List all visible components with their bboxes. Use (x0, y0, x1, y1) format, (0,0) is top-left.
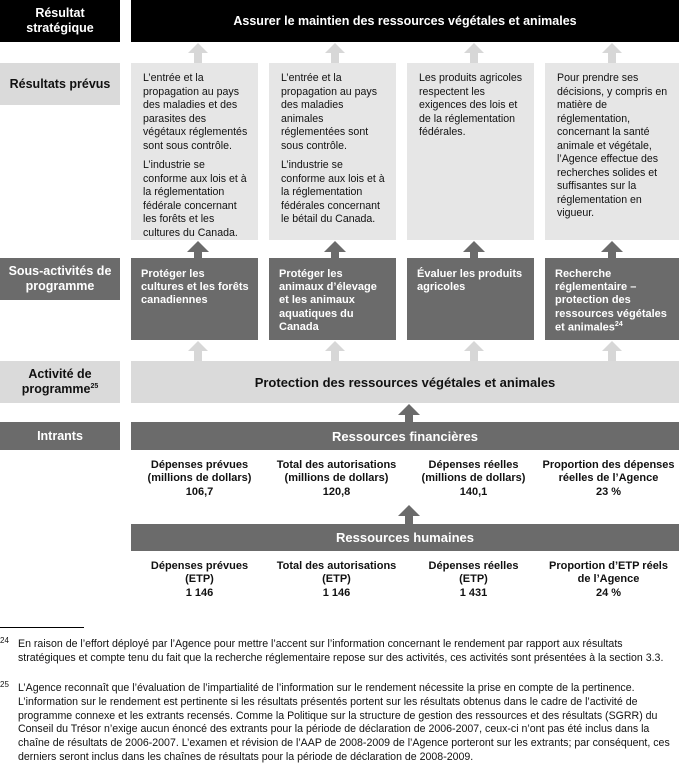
expected-result-3 (407, 63, 534, 240)
financial-stat-authorities (268, 459, 405, 499)
financial-stat-actual (405, 459, 542, 499)
stat-label: (ETP) (459, 573, 488, 586)
stat-label: (millions de dollars) (284, 472, 389, 485)
stat-label: Dépenses réelles (428, 459, 519, 471)
footnote-text: En raison de l’effort déployé par l’Agence pour mettre l’accent sur l’information concernant le rendement par rapport aux résultats stratégiques et compte tenu du fait que la recherche réglementaire repose sur des activités, ces activités sont présentées à la section 3.3. (18, 638, 664, 664)
arrow-up-icon (188, 43, 208, 53)
arrow-up-icon (602, 341, 622, 351)
stat-value: 106,7 (185, 485, 214, 498)
arrow-stem (405, 414, 413, 422)
label-strategic-outcome: Résultat stratégique (0, 0, 120, 42)
stat-label: Proportion d’ETP réels (549, 560, 668, 572)
expected-result-text: L’entrée et la propagation au pays des maladies et des parasites des végétaux réglementés sont sous contrôle. (143, 72, 248, 152)
stat-label: (ETP) (185, 573, 214, 586)
arrow-stem (331, 251, 339, 258)
expected-result-text: L’industrie se conforme aux lois et à la réglementation fédérale concernant les forêts et les cultures du Canada. (143, 159, 247, 240)
arrow-up-icon (464, 43, 484, 53)
expected-result-1 (131, 63, 258, 240)
stat-value: 1 431 (459, 586, 488, 599)
footnote-25 (0, 682, 679, 779)
financial-stat-proportion (538, 459, 679, 499)
subactivity-2 (269, 258, 396, 340)
expected-result-4 (545, 63, 679, 240)
arrow-up-icon (188, 341, 208, 351)
arrow-stem (194, 251, 202, 258)
arrow-stem (608, 251, 616, 258)
stat-value: 1 146 (185, 586, 214, 599)
arrow-stem (608, 351, 616, 361)
expected-result-text: L’industrie se conforme aux lois et à la réglementation fédérales concernant le bétail du Canada. (281, 159, 385, 226)
stat-value: 120,8 (322, 485, 351, 498)
footnote-number: 24 (0, 636, 9, 645)
subactivity-label: Évaluer les produits agricoles (417, 268, 523, 294)
subactivity-3 (407, 258, 534, 340)
stat-value: 140,1 (459, 485, 488, 498)
expected-result-text: Les produits agricoles respectent les exigences des lois et de la réglementation fédérales. (419, 72, 523, 139)
footnote-divider (0, 627, 84, 628)
footnote-number: 25 (0, 680, 9, 689)
stat-label: (ETP) (322, 573, 351, 586)
stat-value: 1 146 (322, 586, 351, 599)
arrow-up-icon (601, 241, 623, 252)
human-stat-planned (131, 560, 268, 600)
stat-value: 23 % (595, 485, 622, 498)
stat-label: Dépenses prévues (150, 560, 249, 572)
stat-label: Dépenses réelles (428, 560, 519, 572)
arrow-up-icon (464, 341, 484, 351)
stat-label: de l’Agence (577, 573, 640, 586)
strategic-outcome-box: Assurer le maintien des ressources végétales et animales (131, 0, 679, 42)
subactivity-4 (545, 258, 679, 340)
arrow-stem (470, 251, 478, 258)
label-subactivities: Sous-activités de programme (0, 258, 120, 300)
expected-result-text: L’entrée et la propagation au pays des maladies animales réglementées sont sous contrôle. (281, 72, 378, 152)
arrow-up-icon (325, 43, 345, 53)
stat-label: (millions de dollars) (421, 472, 526, 485)
arrow-up-icon (325, 341, 345, 351)
stat-label: Total des autorisations (276, 459, 397, 471)
arrow-up-icon (187, 241, 209, 252)
human-stat-actual (405, 560, 542, 600)
arrow-stem (470, 351, 478, 361)
stat-label: (millions de dollars) (147, 472, 252, 485)
stat-label: Dépenses prévues (150, 459, 249, 471)
footnote-ref-25: 25 (90, 382, 99, 390)
expected-result-2 (269, 63, 396, 240)
subactivity-label: Protéger les animaux d’élevage et les animaux aquatiques du Canada (279, 268, 377, 333)
financial-resources-bar: Ressources financières (131, 422, 679, 450)
footnote-ref-24: 24 (614, 320, 623, 328)
stat-label: Proportion des dépenses (542, 459, 675, 471)
label-program-activity-text: Activité de programme (21, 367, 92, 396)
footnote-24 (0, 638, 679, 678)
arrow-up-icon (398, 404, 420, 415)
human-resources-bar: Ressources humaines (131, 524, 679, 551)
arrow-up-icon (324, 241, 346, 252)
arrow-stem (194, 351, 202, 361)
arrow-stem (405, 515, 413, 524)
arrow-stem (331, 53, 339, 63)
arrow-stem (470, 53, 478, 63)
arrow-up-icon (463, 241, 485, 252)
subactivity-label: Recherche réglementaire – protection des ressources végétales et animales (555, 268, 667, 334)
footnote-text: L’Agence reconnaît que l’évaluation de l’impartialité de l’information sur le rendement nécessite la prise en compte de la pertinence. L’information sur le rendement est pertinente si les résultats présentés portent sur les résultats obtenus dans le cadre de l’activité de programme connexe et les extrants recensés. Comme la Politique sur la structure de gestion des ressources et des résultats (SGRR) du Conseil du Trésor n’exige aucun énoncé des extrants pour la période de déclaration de 2006-2007, ceux-ci n’ont pas été inclus dans la chaîne de résultats de 2006-2007. L’examen et révision de l’AAP de 2008-2009 de l’Agence porteront sur les extrants; par conséquent, ces derniers seront inclus dans les chaînes de résultats pour la période de déclaration de 2008-2009. (18, 682, 670, 763)
label-program-activity (0, 361, 120, 403)
arrow-stem (331, 351, 339, 361)
stat-label: Total des autorisations (276, 560, 397, 572)
expected-result-text: Pour prendre ses décisions, y compris en matière de réglementation, concernant la santé animale et végétale, l’Agence effectue des recherches solides et suffisantes sur la réglementation en vigueur. (557, 72, 668, 220)
financial-stat-planned (131, 459, 268, 499)
arrow-stem (194, 53, 202, 63)
program-activity-box: Protection des ressources végétales et animales (131, 361, 679, 403)
subactivity-1 (131, 258, 258, 340)
stat-label: réelles de l’Agence (558, 472, 659, 485)
arrow-up-icon (398, 505, 420, 516)
arrow-stem (608, 53, 616, 63)
label-expected-results: Résultats prévus (0, 63, 120, 105)
stat-value: 24 % (595, 586, 622, 599)
human-stat-proportion (538, 560, 679, 600)
label-inputs: Intrants (0, 422, 120, 450)
human-stat-authorities (268, 560, 405, 600)
arrow-up-icon (602, 43, 622, 53)
subactivity-label: Protéger les cultures et les forêts canadiennes (141, 268, 249, 307)
